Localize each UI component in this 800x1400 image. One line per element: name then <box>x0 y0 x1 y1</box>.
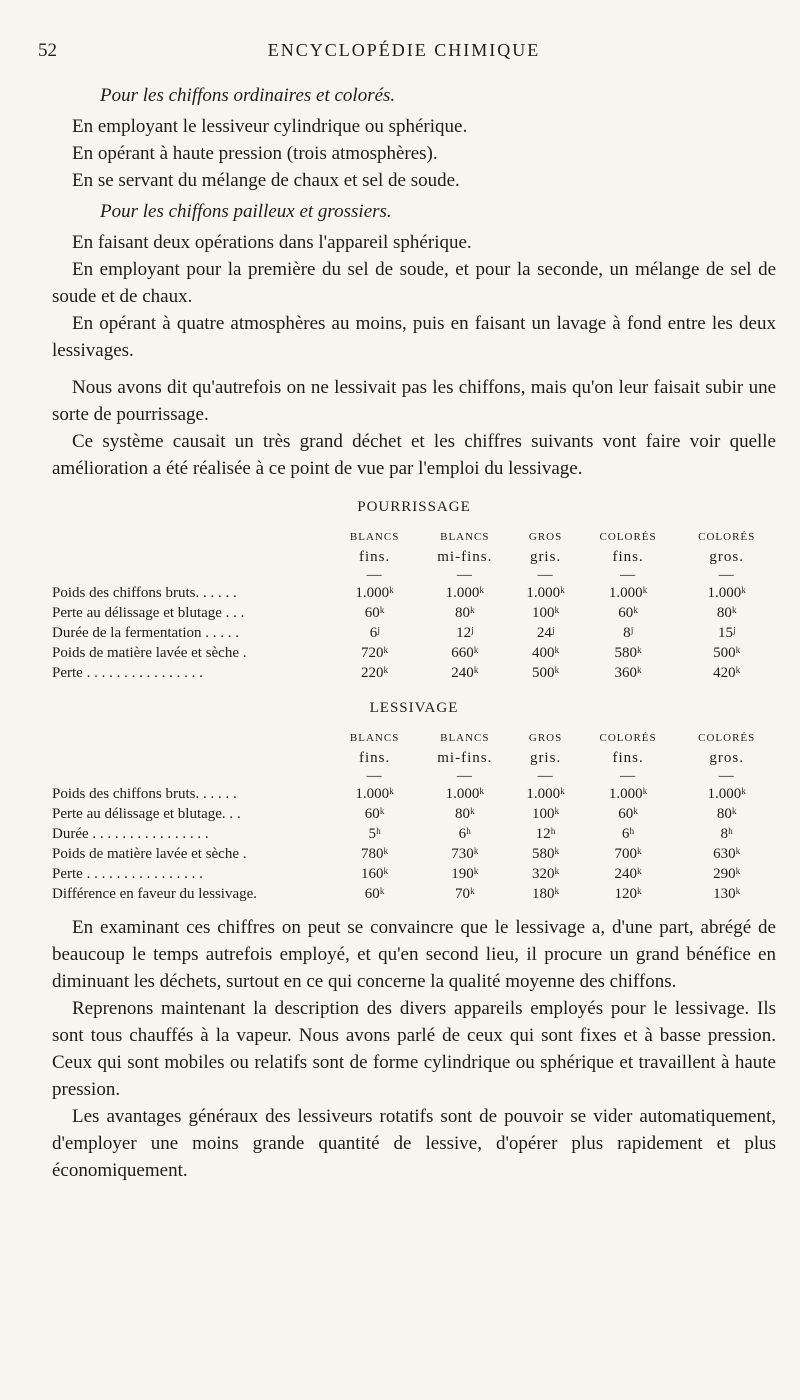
table-cell: 60ᵏ <box>364 886 385 902</box>
table-cell: 500ᵏ <box>713 645 741 661</box>
running-title: ENCYCLOPÉDIE CHIMIQUE <box>267 40 541 60</box>
table-cell: 1.000ᵏ <box>526 585 565 601</box>
table-row <box>52 603 776 623</box>
paragraph: Reprenons maintenant la description des divers appareils employés pour le lessivage. Ils sont tous chauffés à la vapeur. Nous avons parlé de ceux qui sont fixes et à basse pression. Ceux qui sont mobiles ou relatifs sont de forme cylindrique ou sphérique et travaillent à haute pression. <box>52 998 776 1100</box>
table-cell: 180ᵏ <box>531 886 560 902</box>
page-header <box>38 40 770 70</box>
table-row <box>52 663 776 683</box>
table-cell: 1.000ᵏ <box>445 585 485 601</box>
table-row <box>52 864 776 884</box>
row-label: Durée de la fermentation . . . . . <box>52 625 240 641</box>
table-row <box>52 884 776 904</box>
table-cell: 240ᵏ <box>451 665 479 681</box>
paragraph: En examinant ces chiffres on peut se convaincre que le lessivage a, d'une part, abrégé de beaucoup le temps autrefois employé, et qu'en second lieu, il procure un grand bénéfice en diminuant les déchets, surtout en ce qui concerne la qualité moyenne des chiffons. <box>52 917 776 992</box>
list-item: En employant pour la première du sel de soude, et pour la seconde, un mélange de sel de soude et de chaux. <box>52 259 776 307</box>
table-cell: 360ᵏ <box>614 665 642 681</box>
table-cell: 100ᵏ <box>531 806 560 822</box>
row-label: Poids de matière lavée et sèche . <box>52 846 247 862</box>
table-cell: 15ʲ <box>718 625 736 641</box>
table-cell: 24ʲ <box>536 625 555 641</box>
section-subhead: Pour les chiffons ordinaires et colorés. <box>100 85 396 106</box>
table-cell: 1.000ᵏ <box>707 786 746 802</box>
table-cell: 160ᵏ <box>361 866 389 882</box>
row-label: Perte au délissage et blutage. . . <box>52 806 241 822</box>
column-header: BLANCS fins. — <box>349 732 400 784</box>
table-cell: 120ᵏ <box>614 886 642 902</box>
table-header-row <box>52 527 776 583</box>
table-cell: 190ᵏ <box>451 866 479 882</box>
table-cell: 8ʲ <box>623 625 633 641</box>
table-cell: 720ᵏ <box>361 645 389 661</box>
table-cell: 420ᵏ <box>713 665 741 681</box>
column-header: BLANCS mi-fins. — <box>437 531 493 583</box>
table-row <box>52 844 776 864</box>
table-cell: 1.000ᵏ <box>355 786 394 802</box>
section-subhead: Pour les chiffons pailleux et grossiers. <box>100 201 392 222</box>
table-cell: 60ᵏ <box>618 605 638 621</box>
table-cell: 70ᵏ <box>454 886 475 902</box>
row-label: Poids des chiffons bruts. . . . . . <box>52 786 237 802</box>
row-label: Perte au délissage et blutage . . . <box>52 605 245 621</box>
table-cell: 80ᵏ <box>454 806 475 822</box>
column-header: COLORÉS gros. — <box>698 531 756 583</box>
row-label: Durée . . . . . . . . . . . . . . . . <box>52 826 209 842</box>
table-cell: 1.000ᵏ <box>355 585 394 601</box>
column-header: GROS gris. — <box>528 732 563 784</box>
list-item: En opérant à quatre atmosphères au moins, puis en faisant un lavage à fond entre les deux lessivages. <box>52 313 776 361</box>
page-body <box>52 82 776 1184</box>
list-item: En se servant du mélange de chaux et sel de soude. <box>72 170 460 191</box>
column-header: BLANCS mi-fins. — <box>437 732 493 784</box>
table-cell: 1.000ᵏ <box>445 786 485 802</box>
table-pourrissage <box>52 527 776 683</box>
row-label: Perte . . . . . . . . . . . . . . . . <box>52 866 203 882</box>
table-title-pourrissage: POURRISSAGE <box>357 499 471 515</box>
table-cell: 290ᵏ <box>713 866 741 882</box>
table-row <box>52 804 776 824</box>
row-label: Poids de matière lavée et sèche . <box>52 645 247 661</box>
table-cell: 5ʰ <box>368 826 381 842</box>
table-cell: 80ᵏ <box>716 605 737 621</box>
table-cell: 80ᵏ <box>454 605 475 621</box>
table-cell: 6ʲ <box>369 625 380 641</box>
table-row <box>52 583 776 603</box>
table-cell: 580ᵏ <box>614 645 642 661</box>
table-cell: 1.000ᵏ <box>608 585 648 601</box>
table-cell: 6ʰ <box>621 826 635 842</box>
table-cell: 400ᵏ <box>531 645 560 661</box>
table-cell: 320ᵏ <box>531 866 560 882</box>
row-label: Perte . . . . . . . . . . . . . . . . <box>52 665 203 681</box>
table-cell: 60ᵏ <box>364 806 385 822</box>
table-row <box>52 643 776 663</box>
table-cell: 12ʲ <box>456 625 474 641</box>
table-cell: 630ᵏ <box>713 846 741 862</box>
table-cell: 500ᵏ <box>531 665 560 681</box>
list-item: En faisant deux opérations dans l'appareil sphérique. <box>72 232 472 253</box>
paragraph: Ce système causait un très grand déchet et les chiffres suivants vont faire voir quelle amélioration a été réalisée à ce point de vue par l'emploi du lessivage. <box>52 431 776 479</box>
column-header: COLORÉS fins. — <box>599 531 657 583</box>
page-number: 52 <box>38 40 57 61</box>
table-lessivage <box>52 728 776 904</box>
table-cell: 220ᵏ <box>361 665 389 681</box>
table-cell: 580ᵏ <box>531 846 560 862</box>
column-header: COLORÉS fins. — <box>599 732 657 784</box>
column-header: COLORÉS gros. — <box>698 732 756 784</box>
table-cell: 780ᵏ <box>361 846 389 862</box>
table-cell: 1.000ᵏ <box>608 786 648 802</box>
table-cell: 1.000ᵏ <box>526 786 565 802</box>
row-label: Différence en faveur du lessivage. <box>52 886 258 902</box>
table-row <box>52 623 776 643</box>
table-cell: 240ᵏ <box>614 866 642 882</box>
table-cell: 1.000ᵏ <box>707 585 746 601</box>
table-cell: 6ʰ <box>458 826 471 842</box>
list-item: En opérant à haute pression (trois atmosphères). <box>72 143 438 164</box>
list-item: En employant le lessiveur cylindrique ou sphérique. <box>72 116 468 137</box>
table-header-row <box>52 728 776 784</box>
table-cell: 80ᵏ <box>716 806 737 822</box>
table-cell: 60ᵏ <box>364 605 385 621</box>
table-cell: 130ᵏ <box>713 886 741 902</box>
table-cell: 700ᵏ <box>614 846 642 862</box>
column-header: BLANCS fins. — <box>349 531 400 583</box>
table-cell: 100ᵏ <box>531 605 560 621</box>
table-cell: 660ᵏ <box>451 645 479 661</box>
table-cell: 730ᵏ <box>451 846 479 862</box>
table-title-lessivage: LESSIVAGE <box>369 700 459 716</box>
row-label: Poids des chiffons bruts. . . . . . <box>52 585 237 601</box>
table-row <box>52 784 776 804</box>
column-header: GROS gris. — <box>528 531 563 583</box>
table-cell: 60ᵏ <box>618 806 638 822</box>
table-row <box>52 824 776 844</box>
table-cell: 12ʰ <box>535 826 556 842</box>
paragraph: Les avantages généraux des lessiveurs rotatifs sont de pouvoir se vider automatiquement, d'employer une moins grande quantité de lessive, d'opérer plus rapidement et plus économiquement. <box>52 1106 776 1181</box>
paragraph: Nous avons dit qu'autrefois on ne lessivait pas les chiffons, mais qu'on leur faisait subir une sorte de pourrissage. <box>52 377 776 425</box>
table-cell: 8ʰ <box>720 826 733 842</box>
